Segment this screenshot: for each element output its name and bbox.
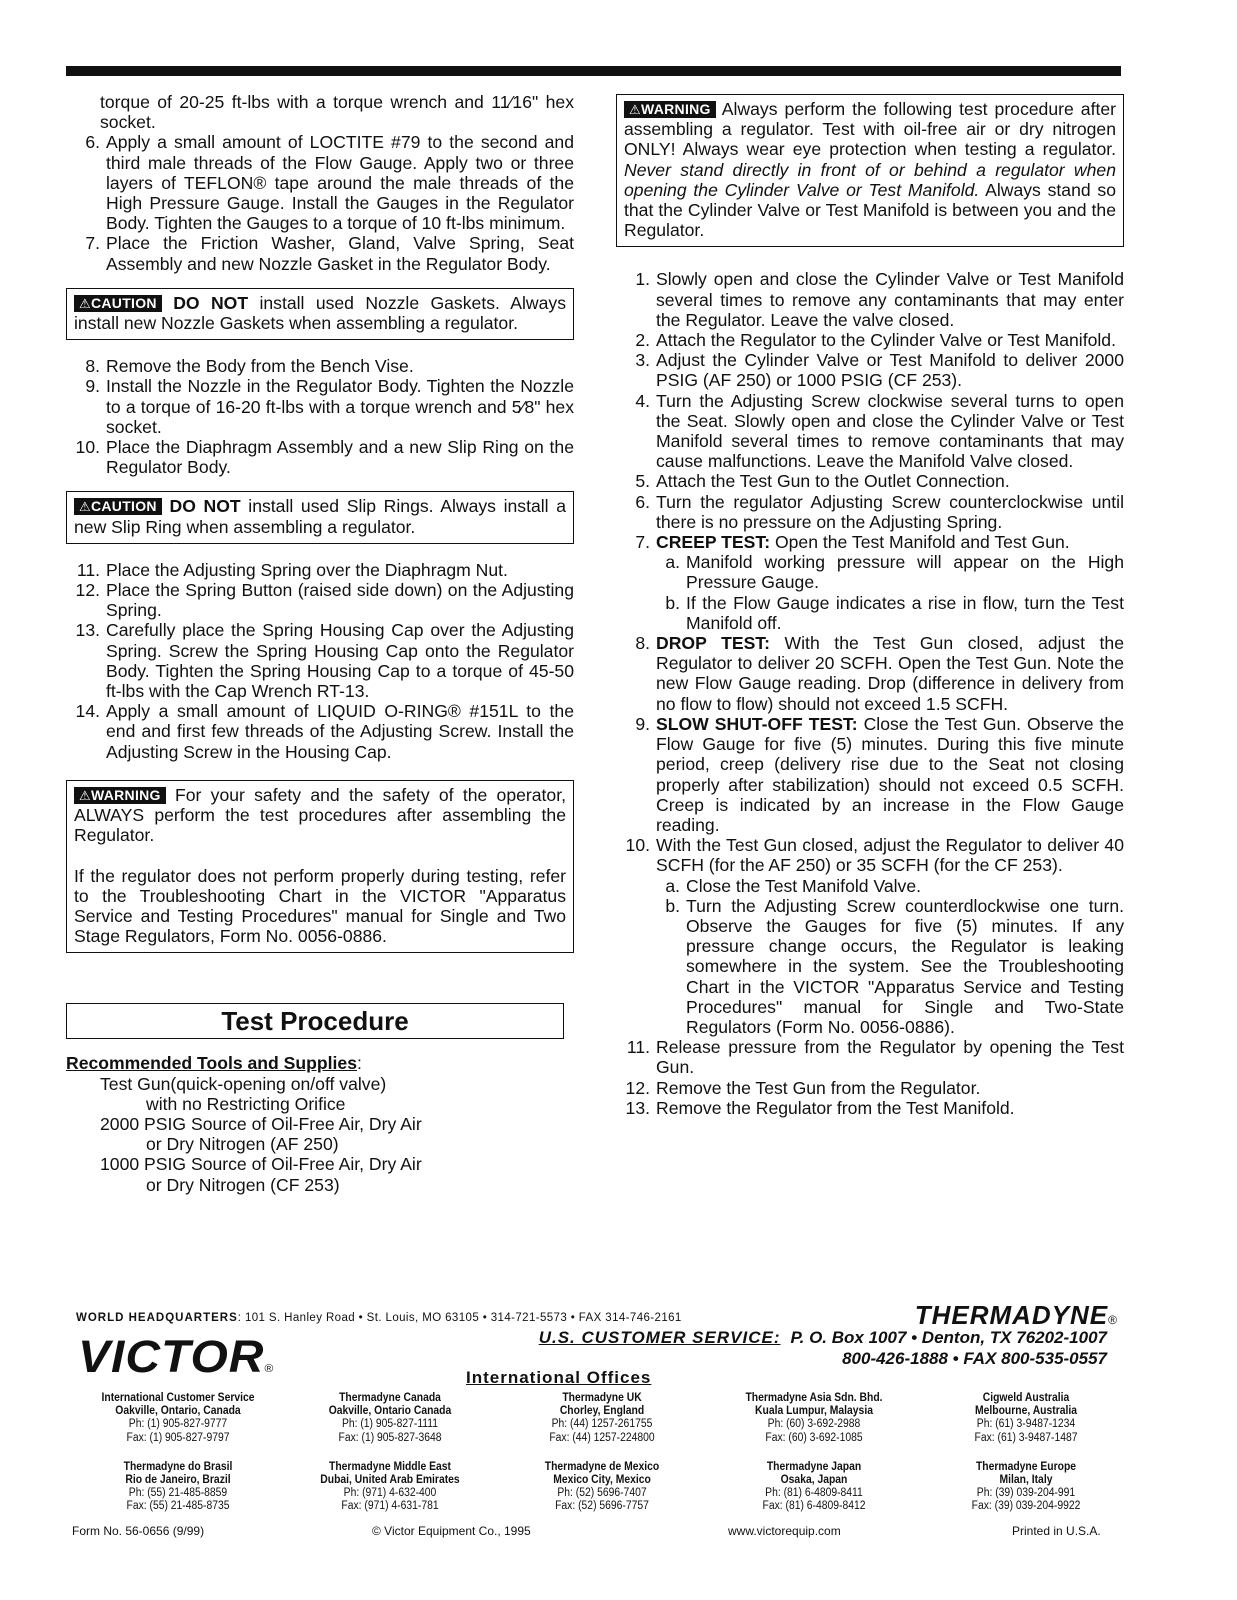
step-number: 9. [85, 376, 100, 397]
office-grid [72, 1392, 1132, 1514]
caution-box [66, 491, 574, 543]
left-column [66, 92, 574, 1195]
step-number: a. [665, 875, 680, 896]
office-loc: Oakville, Ontario Canada [328, 1405, 452, 1418]
website: www.victorequip.com [728, 1524, 841, 1538]
step-number: 13. [625, 1097, 650, 1118]
office-loc: Milan, Italy [999, 1474, 1053, 1487]
section-title: Test Procedure [66, 1003, 564, 1039]
step-item [66, 560, 574, 580]
office-name: Thermadyne Asia Sdn. Bhd. [745, 1392, 883, 1404]
step-item: 9. SLOW SHUT-OFF TEST: Close the Test Gun. Observe the Flow Gauge for five (5) minutes. During this five minute period, creep (delivery rise due to the Seat not closing properly after stabilization) should not exceed 0.5 SCFH. Creep is indicated by an increase in the Flow Gauge reading. [635, 713, 1124, 835]
step-text: Manifold working pressure will appear on the High Pressure Gauge. [686, 552, 1124, 593]
office-ph: Ph: (52) 5696-7407 [557, 1487, 647, 1500]
office-entry [719, 1392, 910, 1445]
step-text: Remove the Body from the Bench Vise. [106, 356, 414, 377]
step-number: 6. [85, 132, 100, 153]
office-ph: Ph: (1) 905-827-1111 [341, 1418, 439, 1431]
office-name: Thermadyne do Brasil [123, 1460, 233, 1473]
warning-badge: ⚠WARNING [624, 101, 716, 118]
step-item [66, 437, 574, 477]
sub-step-list [616, 876, 1124, 1038]
office-fax: Fax: (44) 1257-224800 [549, 1431, 655, 1444]
step-text: Turn the Adjusting Screw counterdlockwise one turn. Observe the Gauges for five (5) minutes. If any pressure change occurs, the Regulator is leaking somewhere in the system. See the Troubleshooting Chart in the VICTOR "Apparatus Service and Testing Procedures" manual for Single and Two-State Regulators (Form No. 0056-0886). [686, 895, 1124, 1037]
step-number: 11. [626, 1037, 650, 1058]
office-entry [507, 1461, 698, 1514]
step-text: Place the Friction Washer, Gland, Valve Spring, Seat Assembly and new Nozzle Gasket in the Regulator Body. [106, 233, 574, 274]
top-rule [66, 66, 1121, 76]
office-entry [83, 1392, 274, 1445]
office-loc: Chorley, England [559, 1405, 645, 1418]
step-list [616, 1037, 1124, 1118]
step-text: If the Flow Gauge indicates a rise in flow, turn the Test Manifold off. [686, 592, 1124, 633]
warning-italic-text: Never stand directly in front of or behind a regulator when opening the Cylinder Valve or Test Manifold. [624, 159, 1116, 200]
office-loc: Osaka, Japan [780, 1474, 848, 1487]
step-number: 12. [625, 1077, 650, 1098]
step-list [616, 269, 1124, 532]
step-text: Turn the Adjusting Screw clockwise several turns to open the Seat. Slowly open and close the Cylinder Valve or Test Manifold several times to remove contaminants that may cause malfunctions. Leave the Manifold Valve closed. [656, 390, 1124, 472]
warning-box [66, 780, 574, 953]
customer-service-address: P. O. Box 1007 • Denton, TX 76202-1007 [790, 1328, 1107, 1347]
step-item [616, 1098, 1124, 1118]
tools-list [66, 1074, 574, 1195]
warning-text-2: If the regulator does not perform properly during testing, refer to the Troubleshooting Chart in the VICTOR "Apparatus Service and Testing Procedures" manual for Single and Two Stage Regulators, Form No. 0056-0886. [74, 865, 566, 947]
step-text: Release pressure from the Regulator by opening the Test Gun. [656, 1037, 1124, 1078]
caution-emphasis: DO NOT [169, 496, 241, 517]
step-text: Attach the Test Gun to the Outlet Connection. [656, 471, 1010, 492]
office-fax: Fax: (1) 905-827-9797 [126, 1431, 230, 1444]
step-number: 10. [75, 437, 100, 458]
warning-triangle-icon: ⚠ [79, 787, 91, 803]
step-item [66, 620, 574, 701]
office-ph: Ph: (55) 21-485-8859 [128, 1487, 228, 1500]
warning-triangle-icon: ⚠ [79, 295, 91, 311]
tool-line: 2000 PSIG Source of Oil-Free Air, Dry Air [100, 1113, 422, 1134]
step-text: Apply a small amount of LOCTITE #79 to the second and third male threads of the Flow Gauge. Apply two or three layers of TEFLON® tape around the male threads of the High Pressure Gauge. Install the Gauges in the Regulator Body. Tighten the Gauges to a torque of 10 ft-lbs minimum. [106, 132, 574, 234]
step-text: Attach the Regulator to the Cylinder Valve or Test Manifold. [656, 330, 1116, 351]
office-entry [931, 1461, 1122, 1514]
step-number: a. [665, 552, 680, 573]
office-fax: Fax: (39) 039-204-9922 [971, 1500, 1081, 1513]
office-ph: Ph: (81) 6-4809-8411 [765, 1487, 863, 1500]
customer-service-label: U.S. CUSTOMER SERVICE: [538, 1328, 781, 1347]
step-number: 6. [635, 491, 650, 512]
caution-box [66, 288, 574, 340]
office-name: Thermadyne Middle East [329, 1460, 451, 1473]
caution-emphasis: DO NOT [173, 292, 249, 313]
step-item [66, 701, 574, 762]
office-entry [295, 1392, 486, 1445]
test-name: SLOW SHUT-OFF TEST: [656, 713, 858, 734]
step-text: Carefully place the Spring Housing Cap over the Adjusting Spring. Screw the Spring Housing Cap onto the Regulator Body. Tighten the Spring Housing Cap to a torque of 45-50 ft-lbs with the Cap Wrench RT-13. [106, 620, 574, 702]
step-item: 8. DROP TEST: With the Test Gun closed, adjust the Regulator to deliver 20 SCFH. Open the Test Gun. Note the new Flow Gauge reading. Drop (difference in delivery from no flow to flow) should not exceed 1.5 SCFH. [635, 633, 1124, 714]
step-item [616, 269, 1124, 330]
step-item: 7. CREEP TEST: Open the Test Manifold and Test Gun. [635, 532, 1070, 553]
step-text: Slowly open and close the Cylinder Valve or Test Manifold several times to remove any contaminants that may enter the Regulator. Leave the valve closed. [656, 269, 1124, 330]
step-number: 1. [635, 269, 650, 290]
office-entry [295, 1461, 486, 1514]
tool-line: Test Gun(quick-opening on/off valve) [100, 1073, 387, 1094]
office-name: Thermadyne de Mexico [544, 1460, 660, 1473]
step-text: Place the Spring Button (raised side down) on the Adjusting Spring. [106, 580, 574, 621]
step-item [66, 233, 574, 273]
continued-text: torque of 20-25 ft-lbs with a torque wrench and 11⁄16" hex socket. [100, 92, 574, 133]
office-ph: Ph: (39) 039-204-991 [976, 1487, 1076, 1500]
step-list [66, 356, 574, 477]
step-number: 3. [635, 350, 650, 371]
step-item [616, 330, 1124, 350]
sub-step-item [616, 876, 1124, 896]
test-name: DROP TEST: [656, 633, 770, 654]
office-loc: Melbourne, Australia [974, 1405, 1077, 1418]
step-number: b. [665, 592, 680, 613]
step-item [66, 580, 574, 620]
step-item [616, 1037, 1124, 1077]
international-heading: International Offices [466, 1368, 652, 1387]
step-text: Adjust the Cylinder Valve or Test Manifold to deliver 2000 PSIG (AF 250) or 1000 PSIG (CF 253). [656, 350, 1124, 391]
step-number: 8. [85, 356, 100, 377]
test-name: CREEP TEST: [656, 532, 771, 553]
office-fax: Fax: (55) 21-485-8735 [126, 1500, 230, 1513]
victor-logo: VICTOR® [78, 1332, 274, 1383]
tool-line-cont: with no Restricting Orifice [146, 1093, 346, 1114]
office-loc: Rio de Janeiro, Brazil [125, 1474, 231, 1487]
step-number: 11. [76, 559, 100, 580]
tools-heading: Recommended Tools and Supplies [66, 1053, 357, 1074]
sub-step-item [616, 896, 1124, 1037]
step-text: Install the Nozzle in the Regulator Body. Tighten the Nozzle to a torque of 16-20 ft-lbs with a torque wrench and 5⁄8" hex socket. [106, 376, 574, 437]
step-number: b. [665, 895, 680, 916]
step-item [66, 376, 574, 437]
step-item [616, 471, 1124, 491]
office-ph: Ph: (1) 905-827-9777 [128, 1418, 228, 1431]
sub-step-item [616, 552, 1124, 592]
right-column [616, 94, 1124, 1118]
office-fax: Fax: (971) 4-631-781 [341, 1500, 439, 1513]
step-text: Remove the Regulator from the Test Manifold. [656, 1097, 1015, 1118]
office-entry [719, 1461, 910, 1514]
office-name: Thermadyne UK [562, 1392, 642, 1404]
step-item: 10. With the Test Gun closed, adjust the Regulator to deliver 40 SCFH (for the AF 250) or 35 SCFH (for the CF 253). [625, 835, 1124, 876]
sub-step-item [616, 593, 1124, 633]
step-item [616, 492, 1124, 532]
step-text: Apply a small amount of LIQUID O-RING® #151L to the end and first few threads of the Adjusting Screw. Install the Adjusting Screw in the Housing Cap. [106, 701, 574, 762]
caution-text: install used Slip Rings. Always install a new Slip Ring when assembling a regulator. [74, 496, 566, 537]
step-number: 2. [635, 330, 650, 351]
office-name: Thermadyne Japan [766, 1460, 862, 1473]
warning-text: Always perform the following test procedure after assembling a regulator. Test with oil-free air or dry nitrogen ONLY! Always wear eye protection when testing a regulator. [624, 99, 1116, 160]
office-name: Cigweld Australia [982, 1392, 1070, 1404]
step-number: 4. [635, 390, 650, 411]
step-text: Place the Diaphragm Assembly and a new Slip Ring on the Regulator Body. [106, 437, 574, 478]
step-list [66, 560, 574, 762]
step-item [66, 356, 574, 376]
warning-text: For your safety and the safety of the operator, ALWAYS perform the test procedures after assembling the Regulator. [74, 784, 566, 846]
step-text: Place the Adjusting Spring over the Diaphragm Nut. [106, 559, 508, 580]
warning-triangle-icon: ⚠ [79, 499, 91, 515]
office-loc: Kuala Lumpur, Malaysia [755, 1405, 873, 1418]
office-ph: Ph: (60) 3-692-2988 [767, 1418, 861, 1431]
customer-service-phone: 800-426-1888 • FAX 800-535-0557 [842, 1349, 1107, 1368]
warning-box [616, 94, 1124, 247]
step-item [66, 132, 574, 233]
office-ph: Ph: (971) 4-632-400 [343, 1487, 437, 1500]
office-fax: Fax: (61) 3-9487-1487 [974, 1431, 1078, 1444]
warning-badge: ⚠WARNING [74, 787, 166, 804]
caution-badge: ⚠CAUTION [74, 295, 162, 312]
office-ph: Ph: (44) 1257-261755 [551, 1418, 653, 1431]
caution-badge: ⚠CAUTION [74, 498, 162, 515]
step-number: 14. [75, 701, 100, 722]
step-number: 5. [635, 471, 650, 492]
step-item [616, 391, 1124, 472]
tools-heading-colon: : [357, 1053, 362, 1074]
office-name: International Customer Service [101, 1392, 255, 1404]
headquarters-line: WORLD HEADQUARTERS: 101 S. Hanley Road • St. Louis, MO 63105 • 314-721-5573 • FAX 314-746-2161 [76, 1312, 682, 1324]
warning-triangle-icon: ⚠ [629, 102, 641, 117]
step-text: Remove the Test Gun from the Regulator. [656, 1077, 981, 1098]
caution-text: install used Nozzle Gaskets. Always install new Nozzle Gaskets when assembling a regulator. [74, 292, 567, 334]
customer-service [539, 1327, 1107, 1369]
warning-text-end: Always stand so that the Cylinder Valve or Test Manifold is between you and the Regulator. [624, 179, 1116, 241]
copyright: © Victor Equipment Co., 1995 [372, 1524, 531, 1538]
office-fax: Fax: (52) 5696-7757 [555, 1500, 649, 1513]
office-loc: Dubai, United Arab Emirates [320, 1474, 460, 1487]
tool-line-cont: or Dry Nitrogen (CF 253) [146, 1174, 340, 1195]
printed-in: Printed in U.S.A. [1012, 1524, 1101, 1538]
sub-step-list [616, 552, 1124, 633]
thermadyne-logo: THERMADYNE® [914, 1300, 1117, 1330]
step-item [616, 1078, 1124, 1098]
step-text: Turn the regulator Adjusting Screw counterclockwise until there is no pressure on the Adjusting Spring. [656, 491, 1124, 532]
office-loc: Mexico City, Mexico [553, 1474, 651, 1487]
office-entry [931, 1392, 1122, 1445]
office-loc: Oakville, Ontario, Canada [115, 1405, 241, 1418]
office-name: Thermadyne Canada [339, 1392, 441, 1404]
step-item [616, 350, 1124, 390]
tool-line: 1000 PSIG Source of Oil-Free Air, Dry Air [100, 1154, 422, 1175]
office-ph: Ph: (61) 3-9487-1234 [976, 1418, 1076, 1431]
tool-line-cont: or Dry Nitrogen (AF 250) [146, 1134, 339, 1155]
form-number: Form No. 56-0656 (9/99) [72, 1524, 205, 1538]
office-entry [83, 1461, 274, 1514]
step-text: Close the Test Manifold Valve. [686, 875, 922, 896]
step-list [66, 132, 574, 273]
office-name: Thermadyne Europe [975, 1460, 1077, 1473]
office-entry [507, 1392, 698, 1445]
office-fax: Fax: (60) 3-692-1085 [765, 1431, 863, 1444]
office-fax: Fax: (1) 905-827-3648 [338, 1431, 442, 1444]
step-number: 13. [75, 620, 100, 641]
step-number: 7. [85, 233, 100, 254]
step-number: 12. [75, 580, 100, 601]
office-fax: Fax: (81) 6-4809-8412 [762, 1500, 866, 1513]
